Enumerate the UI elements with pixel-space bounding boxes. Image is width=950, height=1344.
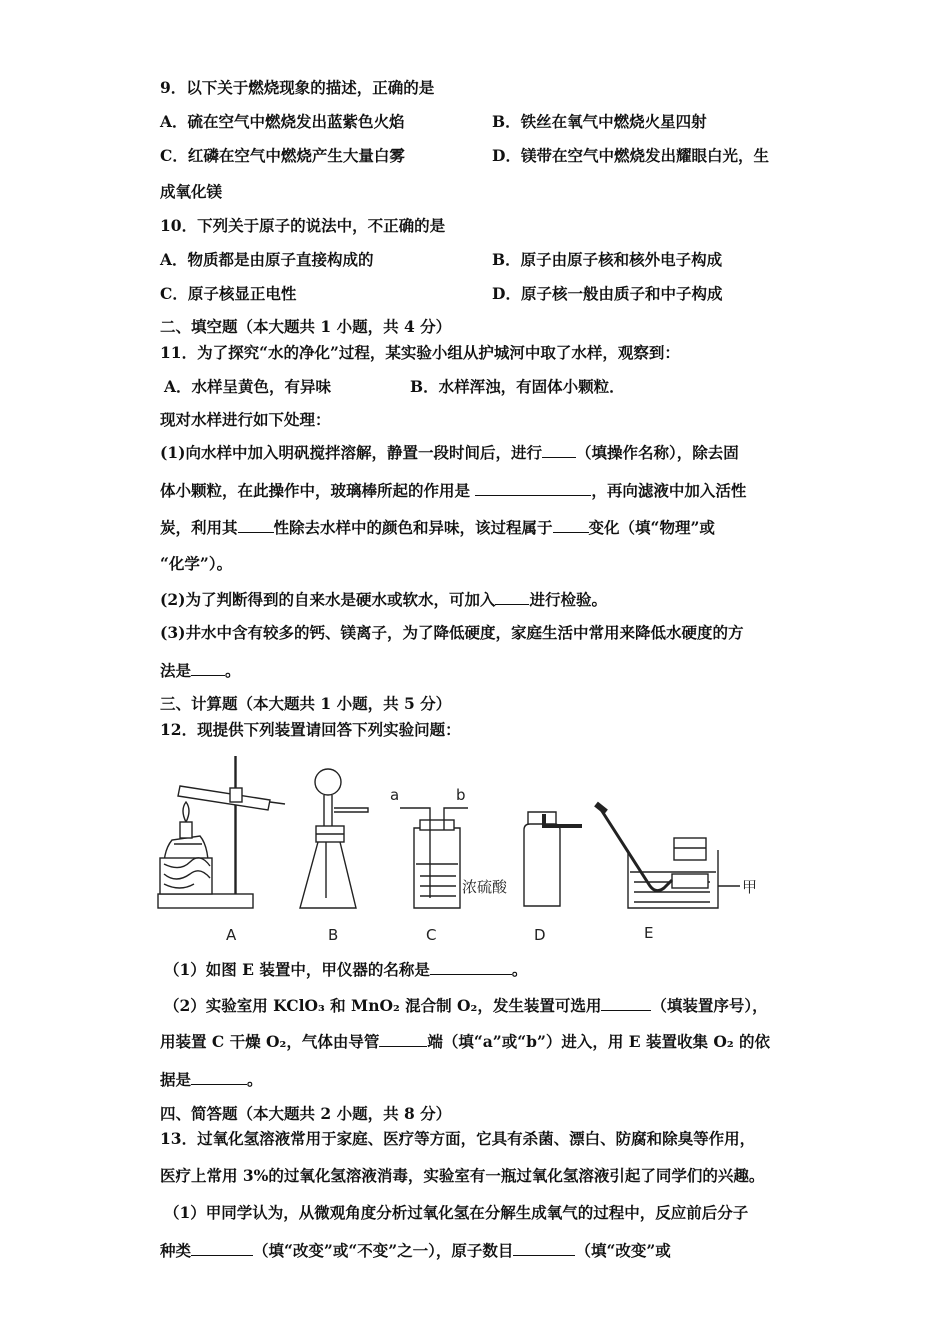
q9-option-d: D．镁带在空气中燃烧发出耀眼白光，生	[492, 146, 769, 165]
q11-observation-b: B．水样浑浊，有固体小颗粒．	[410, 377, 625, 396]
section-2-heading: 二、填空题（本大题共 1 小题，共 4 分）	[160, 317, 452, 336]
q11-part2	[160, 590, 607, 610]
answer-blank[interactable]	[475, 481, 591, 496]
q11-part3-text-2: 。	[225, 661, 241, 680]
apparatus-a-drawing	[158, 756, 285, 908]
answer-blank[interactable]	[191, 1070, 247, 1085]
q11-part1-text-3: 体小颗粒，在此操作中，玻璃棒所起的作用是	[160, 481, 471, 500]
jia-label: 甲	[742, 878, 758, 896]
q9-option-c: C．红磷在空气中燃烧产生大量白雾	[160, 146, 405, 165]
q12-part2-text-1: （2）实验室用 KClO₃ 和 MnO₂ 混合制 O₂，发生装置可选用	[164, 996, 602, 1015]
q11-part1-text-5: 炭，利用其	[160, 518, 238, 537]
q12-part2-text-5: 据是	[160, 1070, 192, 1089]
sulfuric-acid-label: 浓硫酸	[462, 878, 508, 896]
q11-part1-text-7: 变化（填“物理”或	[588, 518, 715, 537]
section-3-heading: 三、计算题（本大题共 1 小题，共 5 分）	[160, 694, 452, 713]
q13-line4	[160, 1241, 671, 1261]
q12-part2-line2	[160, 1032, 770, 1052]
q10-stem: 10．下列关于原子的说法中，不正确的是	[160, 216, 446, 235]
q12-part1	[164, 960, 527, 980]
apparatus-label: B	[328, 926, 339, 944]
q13-text-3: （填“改变”或	[575, 1241, 671, 1260]
answer-blank[interactable]	[553, 518, 589, 533]
q13-line2: 医疗上常用 3%的过氧化氢溶液消毒，实验室有一瓶过氧化氢溶液引起了同学们的兴趣。	[160, 1166, 765, 1185]
q10-option-d: D．原子核一般由质子和中子构成	[492, 284, 723, 303]
q13-line3: （1）甲同学认为，从微观角度分析过氧化氢在分解生成氧气的过程中，反应前后分子	[164, 1203, 749, 1222]
q11-part1-text-1: (1)向水样中加入明矾搅拌溶解，静置一段时间后，进行	[160, 443, 542, 462]
apparatus-figure	[150, 748, 800, 948]
q11-part1-line1	[160, 443, 739, 463]
q11-part2-text-1: (2)为了判断得到的自来水是硬水或软水，可加入	[160, 590, 496, 609]
q13-line1: 13．过氧化氢溶液常用于家庭、医疗等方面，它具有杀菌、漂白、防腐和除臭等作用，	[160, 1129, 756, 1148]
answer-blank[interactable]	[430, 960, 512, 975]
q12-part2-text-6: 。	[247, 1070, 263, 1089]
q11-stem: 11．为了探究“水的净化”过程，某实验小组从护城河中取了水样，观察到：	[160, 343, 680, 362]
apparatus-label: C	[426, 926, 437, 944]
apparatus-label: A	[226, 926, 237, 944]
q12-part2-text-2: （填装置序号），	[651, 996, 768, 1015]
apparatus-c-drawing	[400, 808, 468, 908]
q11-part2-text-2: 进行检验。	[529, 590, 607, 609]
port-b-label: b	[456, 786, 466, 804]
answer-blank[interactable]	[513, 1241, 575, 1256]
q9-option-a: A．硫在空气中燃烧发出蓝紫色火焰	[160, 112, 405, 131]
q11-part1-line3	[160, 518, 715, 538]
apparatus-b-drawing	[300, 769, 368, 908]
q12-part1-text-1: （1）如图 E 装置中，甲仪器的名称是	[164, 960, 430, 979]
q9-option-b: B．铁丝在氧气中燃烧火星四射	[492, 112, 707, 131]
q11-part3-line1: (3)井水中含有较多的钙、镁离子，为了降低硬度，家庭生活中常用来降低水硬度的方	[160, 623, 744, 642]
q11-part3-text-1: 法是	[160, 661, 192, 680]
q10-option-c: C．原子核显正电性	[160, 284, 297, 303]
q13-text-1: 种类	[160, 1241, 192, 1260]
q12-part2-text-4: 端（填“a”或“b”）进入，用 E 装置收集 O₂ 的依	[427, 1032, 771, 1051]
q11-part1-text-2: （填操作名称），除去固	[575, 443, 739, 462]
answer-blank[interactable]	[601, 996, 651, 1011]
q11-part3-line2	[160, 661, 241, 681]
answer-blank[interactable]	[191, 1241, 253, 1256]
q11-part1-text-4: ，再向滤液中加入活性	[591, 481, 747, 500]
answer-blank[interactable]	[542, 443, 576, 458]
q11-observation-a: A．水样呈黄色，有异味	[164, 377, 332, 396]
q12-part2-line3	[160, 1070, 263, 1090]
apparatus-label: E	[644, 924, 654, 942]
q11-part1-text-6: 性除去水样中的颜色和异味，该过程属于	[273, 518, 553, 537]
q11-part1-line2	[160, 481, 746, 501]
q11-intro: 现对水样进行如下处理：	[160, 410, 331, 429]
q9-option-d-continued: 成氧化镁	[160, 182, 223, 201]
answer-blank[interactable]	[495, 590, 529, 605]
q10-option-b: B．原子由原子核和核外电子构成	[492, 250, 723, 269]
q12-part1-text-2: 。	[511, 960, 528, 979]
apparatus-label: D	[534, 926, 546, 944]
answer-blank[interactable]	[191, 661, 225, 676]
q12-stem: 12．现提供下列装置请回答下列实验问题：	[160, 720, 461, 739]
q9-stem: 9．以下关于燃烧现象的描述，正确的是	[160, 78, 435, 97]
q13-text-2: （填“改变”或“不变”之一），原子数目	[253, 1241, 514, 1260]
apparatus-e-drawing	[596, 804, 740, 908]
answer-blank[interactable]	[379, 1032, 427, 1047]
port-a-label: a	[390, 786, 400, 804]
section-4-heading: 四、简答题（本大题共 2 小题，共 8 分）	[160, 1104, 452, 1123]
q10-option-a: A．物质都是由原子直接构成的	[160, 250, 374, 269]
answer-blank[interactable]	[238, 518, 274, 533]
apparatus-d-drawing	[524, 812, 582, 906]
q12-part2-text-3: 用装置 C 干燥 O₂，气体由导管	[160, 1032, 380, 1051]
q12-part2-line1	[164, 996, 768, 1016]
q11-part1-line4: “化学”）。	[160, 554, 233, 573]
